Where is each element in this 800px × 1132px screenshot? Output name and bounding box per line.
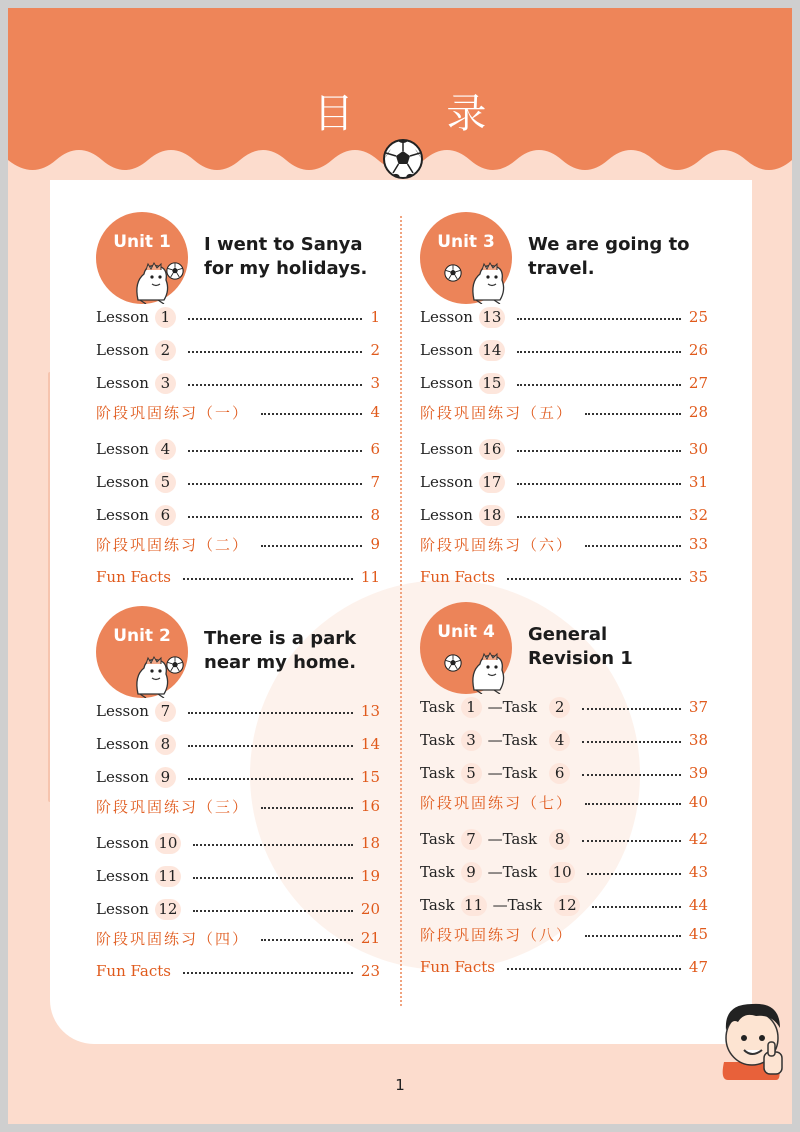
lesson-number: 13 [479,307,505,328]
leader-dots [193,910,353,912]
lesson-number: 8 [155,734,176,755]
leader-dots [188,745,353,747]
leader-dots [188,384,363,386]
toc-entry[interactable] [420,531,708,557]
lesson-number: 18 [479,505,505,526]
entry-label: Task [420,830,455,848]
lesson-number: 7 [155,701,176,722]
page-ref: 23 [360,962,380,980]
unit-block [96,212,380,612]
page-ref: 47 [688,958,708,976]
unit-block [420,602,708,1002]
leader-dots [585,413,681,415]
leader-dots [517,318,681,320]
entry-label: Task [420,764,455,782]
page-ref: 8 [370,506,380,524]
dinosaur-mascot-icon [466,650,508,694]
unit-badge-label: Unit 1 [113,232,171,252]
soccer-ball-icon [166,656,184,674]
leader-dots [592,906,681,908]
lesson-number: 2 [155,340,176,361]
fun-facts-label: Fun Facts [420,568,495,586]
entry-label: Task [420,731,455,749]
page-ref: 43 [688,863,708,881]
fun-facts-label: Fun Facts [96,962,171,980]
toc-entry[interactable] [96,764,380,790]
review-label: 阶段巩固练习（三） [96,797,250,816]
unit-badge-label: Unit 3 [437,232,495,252]
toc-entry[interactable] [420,789,708,815]
soccer-ball-icon [166,262,184,280]
page-title: 目 录 [313,91,527,137]
page-ref: 13 [360,702,380,720]
leader-dots [193,877,353,879]
page-ref: 11 [360,568,380,586]
page-ref: 7 [370,473,380,491]
leader-dots [188,351,363,353]
toc-entry[interactable] [96,958,380,984]
lesson-number: 12 [155,899,181,920]
lesson-number: 10 [155,833,181,854]
task-range-separator: —Task [487,731,538,749]
lesson-number: 17 [479,472,505,493]
lesson-number: 14 [479,340,505,361]
lesson-number: 15 [479,373,505,394]
task-range-separator: —Task [492,896,543,914]
toc-entry[interactable] [420,304,708,330]
leader-dots [585,545,681,547]
toc-entry[interactable] [420,469,708,495]
entry-label: Lesson [96,440,149,458]
leader-dots [585,803,681,805]
toc-entry[interactable] [420,370,708,396]
unit-title: We are going to travel. [528,234,690,279]
task-range-separator: —Task [487,863,538,881]
leader-dots [188,778,353,780]
toc-entry[interactable] [96,564,380,590]
unit-block [96,606,380,1006]
leader-dots [585,935,681,937]
dinosaur-mascot-icon [466,260,508,304]
toc-entry[interactable] [96,502,380,528]
leader-dots [261,807,353,809]
entry-label: Lesson [420,308,473,326]
entry-label: Lesson [96,308,149,326]
toc-entry[interactable] [96,370,380,396]
toc-entry[interactable] [420,760,708,786]
leader-dots [582,741,681,743]
task-end-number: 6 [549,763,570,784]
page-ref: 25 [688,308,708,326]
unit-badge-label: Unit 2 [113,626,171,646]
entry-label: Lesson [96,374,149,392]
unit-badge [96,606,188,698]
review-label: 阶段巩固练习（一） [96,403,250,422]
page-ref: 28 [688,403,708,421]
entry-label: Lesson [96,834,149,852]
leader-dots [188,318,363,320]
page-ref: 26 [688,341,708,359]
page-ref: 3 [370,374,380,392]
toc-entry[interactable] [96,925,380,951]
toc-entry[interactable] [420,859,708,885]
page-ref: 14 [360,735,380,753]
lesson-number: 16 [479,439,505,460]
toc-entry[interactable] [420,564,708,590]
toc-entry[interactable] [420,399,708,425]
entry-label: Lesson [96,702,149,720]
toc-entry[interactable] [96,469,380,495]
toc-entry[interactable] [420,892,708,918]
leader-dots [507,968,681,970]
toc-entry[interactable] [420,921,708,947]
page-ref: 44 [688,896,708,914]
leader-dots [183,578,353,580]
leader-dots [261,545,362,547]
leader-dots [261,939,353,941]
fun-facts-label: Fun Facts [96,568,171,586]
task-start-number: 3 [461,730,482,751]
task-start-number: 5 [461,763,482,784]
leader-dots [517,516,681,518]
task-start-number: 9 [461,862,482,883]
toc-entry[interactable] [420,502,708,528]
unit-title: General Revision 1 [528,624,633,669]
leader-dots [188,450,363,452]
leader-dots [188,483,363,485]
toc-entry[interactable] [96,304,380,330]
toc-entry[interactable] [96,698,380,724]
toc-entry[interactable] [96,863,380,889]
toc-entry[interactable] [96,399,380,425]
page-ref: 37 [688,698,708,716]
page-number: 1 [395,1076,405,1094]
review-label: 阶段巩固练习（二） [96,535,250,554]
lesson-number: 11 [155,866,181,887]
entry-label: Lesson [420,341,473,359]
task-end-number: 12 [554,895,580,916]
page-ref: 32 [688,506,708,524]
entry-label: Lesson [96,768,149,786]
toc-entry[interactable] [420,727,708,753]
task-start-number: 1 [461,697,482,718]
page-ref: 18 [360,834,380,852]
leader-dots [517,384,681,386]
task-range-separator: —Task [487,764,538,782]
review-label: 阶段巩固练习（八） [420,925,574,944]
toc-entry[interactable] [96,337,380,363]
unit-badge [96,212,188,304]
review-label: 阶段巩固练习（七） [420,793,574,812]
entry-label: Task [420,698,455,716]
page-ref: 19 [360,867,380,885]
page-ref: 42 [688,830,708,848]
page-ref: 15 [360,768,380,786]
unit-badge [420,212,512,304]
page-ref: 39 [688,764,708,782]
leader-dots [507,578,681,580]
toc-entry[interactable] [420,337,708,363]
soccer-ball-icon [382,138,424,180]
review-label: 阶段巩固练习（四） [96,929,250,948]
lesson-number: 6 [155,505,176,526]
entry-label: Lesson [420,506,473,524]
lesson-number: 9 [155,767,176,788]
leader-dots [582,774,681,776]
unit-title: I went to Sanya for my holidays. [204,234,368,279]
page-ref: 40 [688,793,708,811]
review-label: 阶段巩固练习（五） [420,403,574,422]
unit-badge-label: Unit 4 [437,622,495,642]
task-range-separator: —Task [487,830,538,848]
task-end-number: 8 [549,829,570,850]
toc-entry[interactable] [96,731,380,757]
page-ref: 21 [360,929,380,947]
toc-entry[interactable] [96,793,380,819]
entry-label: Lesson [96,900,149,918]
column-divider [400,216,402,1006]
page-ref: 30 [688,440,708,458]
task-end-number: 10 [549,862,575,883]
task-end-number: 4 [549,730,570,751]
leader-dots [582,708,681,710]
page-ref: 9 [370,535,380,553]
toc-entry[interactable] [420,826,708,852]
page-ref: 20 [360,900,380,918]
page-ref: 1 [370,308,380,326]
unit-badge [420,602,512,694]
fun-facts-label: Fun Facts [420,958,495,976]
page-ref: 6 [370,440,380,458]
toc-entry[interactable] [96,531,380,557]
page-ref: 2 [370,341,380,359]
entry-label: Lesson [96,506,149,524]
task-end-number: 2 [549,697,570,718]
page-ref: 38 [688,731,708,749]
lesson-number: 3 [155,373,176,394]
toc-entry[interactable] [96,436,380,462]
page-ref: 16 [360,797,380,815]
lesson-number: 5 [155,472,176,493]
page-ref: 4 [370,403,380,421]
entry-label: Task [420,896,455,914]
unit-block [420,212,708,612]
boy-thumbs-up-icon [716,996,788,1080]
leader-dots [517,351,681,353]
lesson-number: 1 [155,307,176,328]
page-ref: 31 [688,473,708,491]
task-range-separator: —Task [487,698,538,716]
page-ref: 27 [688,374,708,392]
entry-label: Lesson [96,735,149,753]
soccer-ball-icon [444,654,462,672]
task-start-number: 11 [461,895,487,916]
leader-dots [188,712,353,714]
toc-entry[interactable] [420,436,708,462]
leader-dots [582,840,681,842]
page-ref: 33 [688,535,708,553]
review-label: 阶段巩固练习（六） [420,535,574,554]
leader-dots [193,844,353,846]
toc-entry[interactable] [420,694,708,720]
entry-label: Lesson [96,341,149,359]
page [8,8,792,1124]
leader-dots [183,972,353,974]
toc-entry[interactable] [420,954,708,980]
entry-label: Task [420,863,455,881]
entry-label: Lesson [420,473,473,491]
leader-dots [188,516,363,518]
entry-label: Lesson [420,440,473,458]
entry-label: Lesson [96,473,149,491]
soccer-ball-icon [444,264,462,282]
leader-dots [587,873,681,875]
entry-label: Lesson [96,867,149,885]
leader-dots [261,413,362,415]
task-start-number: 7 [461,829,482,850]
leader-dots [517,450,681,452]
toc-entry[interactable] [96,896,380,922]
unit-title: There is a park near my home. [204,628,357,673]
page-ref: 35 [688,568,708,586]
leader-dots [517,483,681,485]
page-ref: 45 [688,925,708,943]
toc-entry[interactable] [96,830,380,856]
entry-label: Lesson [420,374,473,392]
lesson-number: 4 [155,439,176,460]
